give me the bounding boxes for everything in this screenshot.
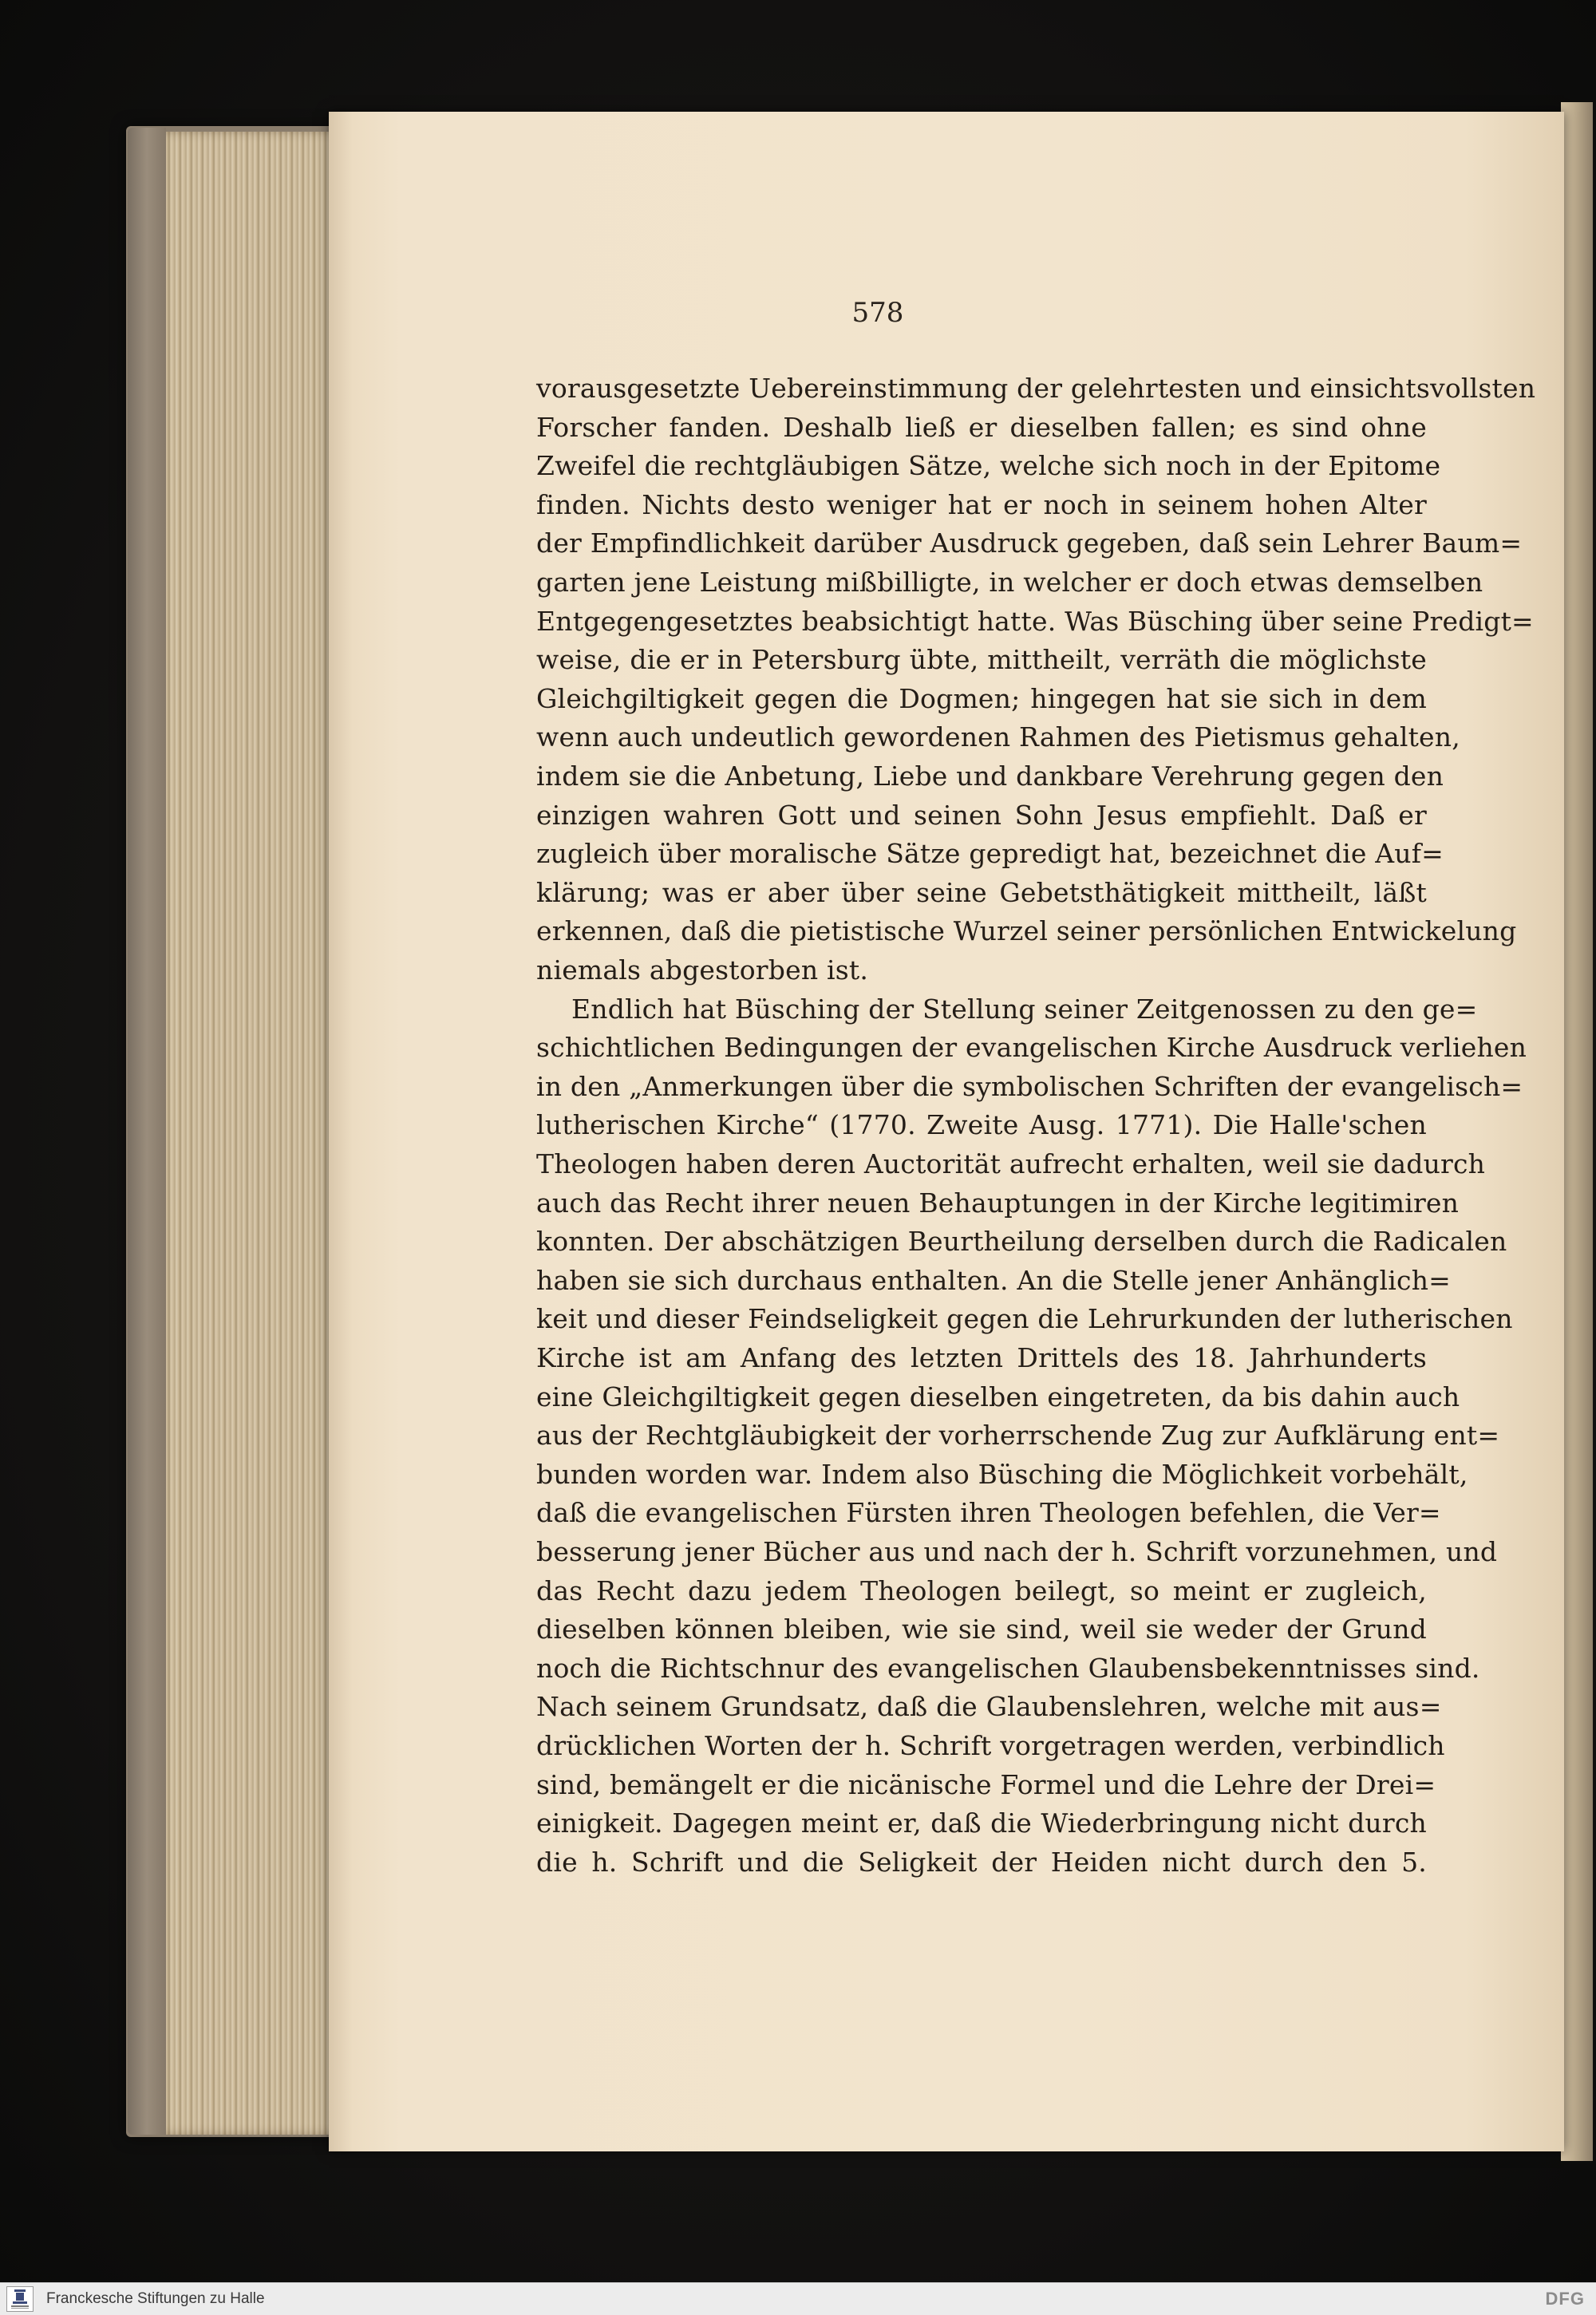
text-line: bunden worden war. Indem also Büsching die Möglichkeit vorbehält, <box>536 1458 1468 1490</box>
text-line: daß die evangelischen Fürsten ihren Theologen befehlen, die Ver= <box>536 1497 1441 1529</box>
text-line: Zweifel die rechtgläubigen Sätze, welche sich noch in der Epitome <box>536 450 1441 482</box>
footer-institution-link[interactable]: Franckesche Stiftungen zu Halle <box>46 2290 265 2307</box>
text-line: Kirche ist am Anfang des letzten Drittels des 18. Jahrhunderts <box>536 1342 1427 1373</box>
text-line: vorausgesetzte Uebereinstimmung der gelehrtesten und einsichtsvollsten <box>536 373 1536 404</box>
text-line: dieselben können bleiben, wie sie sind, weil sie weder der Grund <box>536 1614 1427 1645</box>
page-right-edge <box>1561 102 1593 2161</box>
page-number: 578 <box>851 297 904 329</box>
text-line: die h. Schrift und die Seligkeit der Heiden nicht durch den 5. <box>536 1846 1427 1878</box>
text-line: indem sie die Anbetung, Liebe und dankbare Verehrung gegen den <box>536 760 1444 792</box>
franckesche-seal-icon[interactable] <box>6 2286 34 2312</box>
text-line: Entgegengesetztes beabsichtigt hatte. Was Büsching über seine Predigt= <box>536 605 1534 637</box>
text-line: das Recht dazu jedem Theologen beilegt, so meint er zugleich, <box>536 1574 1427 1606</box>
text-line: Gleichgiltigkeit gegen die Dogmen; hingegen hat sie sich in dem <box>536 682 1427 714</box>
page-edges <box>160 132 347 2135</box>
text-line: haben sie sich durchaus enthalten. An die Stelle jener Anhänglich= <box>536 1264 1452 1296</box>
text-line: schichtlichen Bedingungen der evangelischen Kirche Ausdruck verliehen <box>536 1032 1527 1064</box>
book-cover-edge <box>128 128 166 2135</box>
text-line: niemals abgestorben ist. <box>536 954 869 986</box>
text-line: zugleich über moralische Sätze gepredigt hat, bezeichnet die Auf= <box>536 838 1444 870</box>
text-line: eine Gleichgiltigkeit gegen dieselben eingetreten, da bis dahin auch <box>536 1381 1460 1412</box>
text-line: einzigen wahren Gott und seinen Sohn Jesus empfiehlt. Daß er <box>536 799 1427 831</box>
text-line: einigkeit. Dagegen meint er, daß die Wiederbringung nicht durch <box>536 1807 1427 1839</box>
text-line: aus der Rechtgläubigkeit der vorherrschende Zug zur Aufklärung ent= <box>536 1420 1500 1452</box>
text-line: weise, die er in Petersburg übte, mittheilt, verräth die möglichste <box>536 644 1427 676</box>
text-line: finden. Nichts desto weniger hat er noch in seinem hohen Alter <box>536 488 1427 520</box>
text-line: in den „Anmerkungen über die symbolischen Schriften der evangelisch= <box>536 1070 1523 1102</box>
text-line: erkennen, daß die pietistische Wurzel seiner persönlichen Entwickelung <box>536 915 1517 947</box>
text-line: konnten. Der abschätzigen Beurtheilung derselben durch die Radicalen <box>536 1226 1507 1258</box>
footer-bar <box>0 2282 1596 2315</box>
text-line: Forscher fanden. Deshalb ließ er dieselben fallen; es sind ohne <box>536 411 1427 443</box>
text-line: klärung; was er aber über seine Gebetsthätigkeit mittheilt, läßt <box>536 876 1427 908</box>
text-line: keit und dieser Feindseligkeit gegen die Lehrurkunden der lutherischen <box>536 1303 1513 1335</box>
text-line: Endlich hat Büsching der Stellung seiner Zeitgenossen zu den ge= <box>571 993 1478 1025</box>
text-line: besserung jener Bücher aus und nach der h. Schrift vorzunehmen, und <box>536 1536 1498 1567</box>
text-line: noch die Richtschnur des evangelischen Glaubensbekenntnisses sind. <box>536 1652 1480 1684</box>
text-line: wenn auch undeutlich gewordenen Rahmen des Pietismus gehalten, <box>536 721 1460 753</box>
text-line: Nach seinem Grundsatz, daß die Glaubenslehren, welche mit aus= <box>536 1691 1442 1723</box>
footer-dfg-logo: DFG <box>1545 2289 1585 2309</box>
text-line: auch das Recht ihrer neuen Behauptungen in der Kirche legitimiren <box>536 1187 1460 1219</box>
text-line: lutherischen Kirche“ (1770. Zweite Ausg. 1771). Die Halle'schen <box>536 1109 1427 1141</box>
text-line: der Empfindlichkeit darüber Ausdruck gegeben, daß sein Lehrer Baum= <box>536 527 1523 559</box>
text-line: Theologen haben deren Auctorität aufrecht erhalten, weil sie dadurch <box>536 1148 1486 1179</box>
text-line: drücklichen Worten der h. Schrift vorgetragen werden, verbindlich <box>536 1730 1445 1761</box>
text-line: sind, bemängelt er die nicänische Formel und die Lehre der Drei= <box>536 1768 1436 1800</box>
text-line: garten jene Leistung mißbilligte, in welcher er doch etwas demselben <box>536 567 1483 598</box>
